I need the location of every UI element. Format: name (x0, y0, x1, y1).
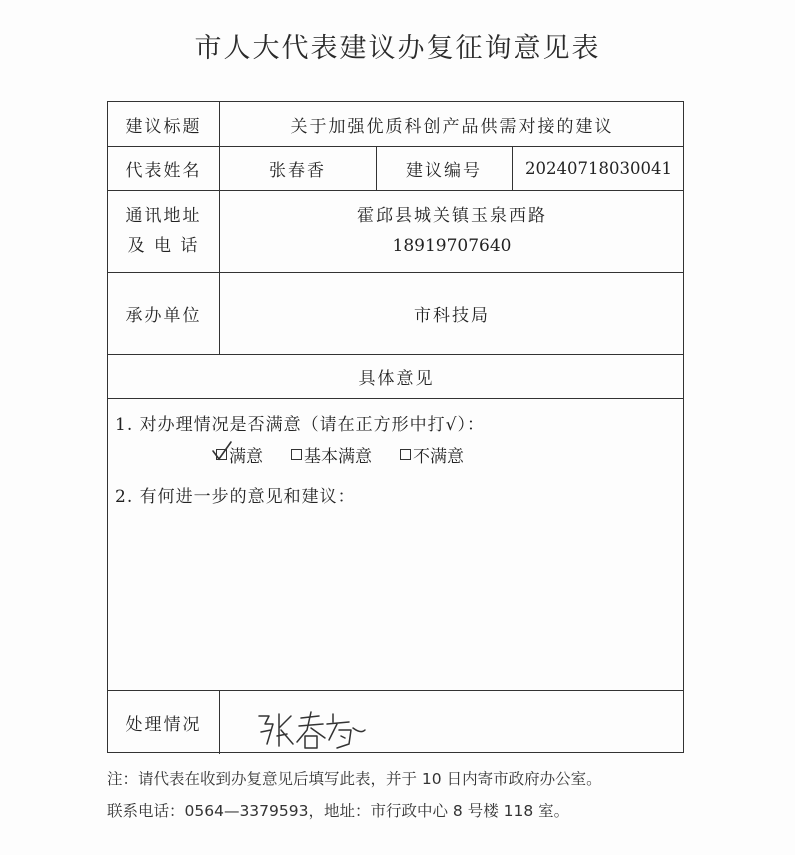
check-mark-icon (211, 440, 233, 462)
suggestion-number-label: 建议编号 (406, 160, 482, 181)
handling-unit-value: 市科技局 (414, 305, 490, 326)
suggestion-title-label: 建议标题 (125, 116, 202, 137)
row-divider (108, 398, 683, 399)
handling-unit-label: 承办单位 (125, 305, 202, 326)
question-further-suggestions: 2. 有何进一步的意见和建议： (115, 487, 356, 507)
note-contact: 联系电话：0564—3379593，地址：市行政中心 8 号楼 118 室。 (107, 802, 570, 820)
suggestion-number-value: 20240718030041 (525, 158, 672, 178)
suggestion-title-value: 关于加强优质科创产品供需对接的建议 (290, 116, 614, 137)
option-satisfied[interactable] (216, 442, 263, 467)
note-instruction: 注：请代表在收到办复意见后填写此表，并于 10 日内寄市政府办公室。 (107, 770, 602, 788)
handling-status-label: 处理情况 (125, 714, 202, 735)
option-label: 基本满意 (304, 447, 372, 467)
satisfaction-options (216, 442, 464, 467)
phone-value: 18919707640 (392, 236, 512, 256)
address-value: 霍邱县城关镇玉泉西路 (357, 206, 547, 226)
opinion-header: 具体意见 (358, 368, 435, 389)
contact-label-line2: 及 电 话 (127, 236, 200, 256)
question-satisfaction: 1. 对办理情况是否满意（请在正方形中打√）： (115, 415, 485, 435)
handwritten-signature (253, 708, 368, 752)
option-dissatisfied[interactable] (400, 442, 464, 467)
opinion-form (107, 101, 684, 753)
checkbox-basically-satisfied[interactable] (291, 449, 302, 460)
representative-name-value: 张春香 (269, 160, 326, 181)
column-divider (219, 690, 220, 754)
checkbox-dissatisfied[interactable] (400, 449, 411, 460)
contact-label-line1: 通讯地址 (125, 206, 202, 226)
option-label: 满意 (229, 447, 263, 467)
contact-value (219, 190, 685, 272)
option-label: 不满意 (413, 447, 464, 467)
representative-name-label: 代表姓名 (125, 160, 202, 181)
checkbox-satisfied[interactable] (216, 449, 227, 460)
option-basically-satisfied[interactable] (291, 442, 372, 467)
contact-label (108, 190, 219, 272)
page-title: 市人大代表建议办复征询意见表 (194, 33, 601, 64)
